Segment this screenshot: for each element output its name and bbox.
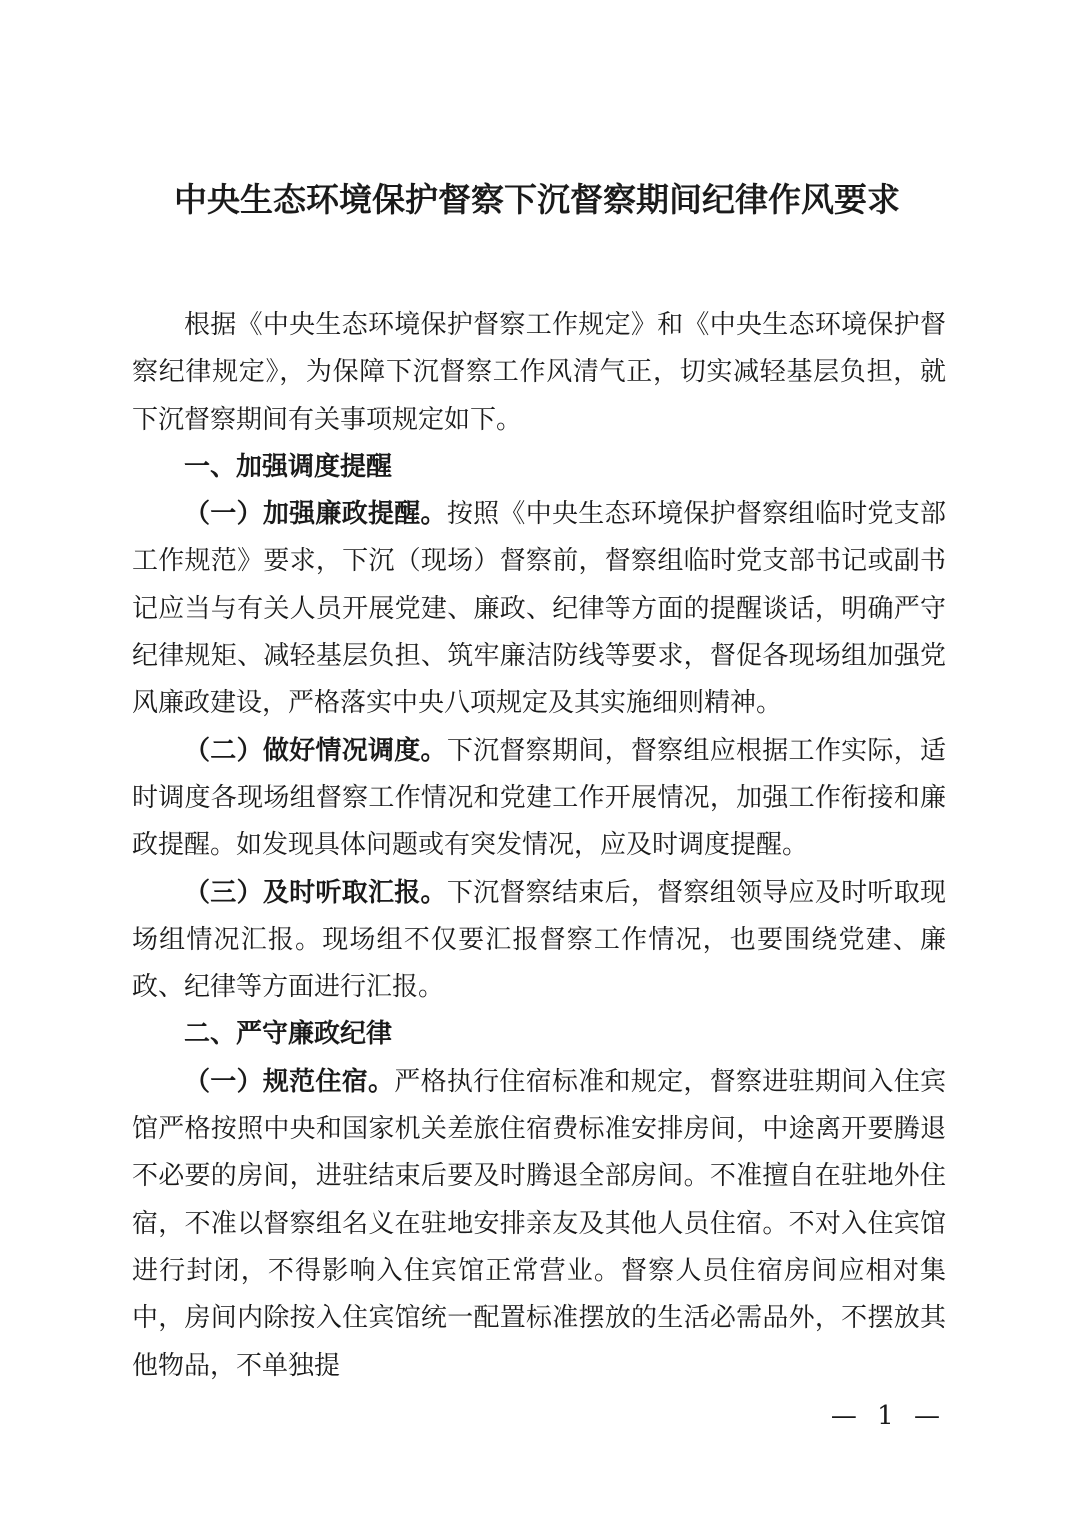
section-heading-1: 一、加强调度提醒	[184, 451, 393, 482]
paragraph-1-2	[132, 728, 946, 870]
paragraph-2-1	[132, 1059, 946, 1390]
paragraph-text: 严格执行住宿标准和规定，督察进驻期间入住宾馆严格按照中央和国家机关差旅住宿费标准安排房间，中途离开要腾退不必要的房间，进驻结束后要及时腾退全部房间。不准擅自在驻地外住宿，不准以督察组名义在驻地安排亲友及其他人员住宿。不对入住宾馆进行封闭，不得影响入住宾馆正常营业。督察人员住宿房间应相对集中，房间内除按入住宾馆统一配置标准摆放的生活必需品外，不摆放其他物品，不单独提	[132, 1066, 946, 1381]
paragraph-text: 按照《中央生态环境保护督察组临时党支部工作规范》要求，下沉（现场）督察前，督察组临时党支部书记或副书记应当与有关人员开展党建、廉政、纪律等方面的提醒谈话，明确严守纪律规矩、减轻基层负担、筑牢廉洁防线等要求，督促各现场组加强党风廉政建设，严格落实中央八项规定及其实施细则精神。	[132, 499, 946, 719]
page-number: — 1 —	[830, 1401, 946, 1431]
paragraph-lead: （一）规范住宿。	[184, 1066, 395, 1097]
intro-paragraph: 根据《中央生态环境保护督察工作规定》和《中央生态环境保护督察纪律规定》，为保障下沉督察工作风清气正，切实减轻基层负担，就下沉督察期间有关事项规定如下。	[132, 310, 946, 435]
paragraph-1-3	[132, 870, 946, 1012]
document-body	[132, 302, 946, 1390]
paragraph-lead: （一）加强廉政提醒。	[184, 499, 447, 530]
paragraph-text: 下沉督察结束后，督察组领导应及时听取现场组情况汇报。现场组不仅要汇报督察工作情况，也要围绕党建、廉政、纪律等方面进行汇报。	[132, 877, 946, 1003]
paragraph-lead: （二）做好情况调度。	[184, 735, 447, 766]
paragraph-lead: （三）及时听取汇报。	[184, 877, 447, 908]
document-title: 中央生态环境保护督察下沉督察期间纪律作风要求	[174, 180, 900, 219]
paragraph-text: 下沉督察期间，督察组应根据工作实际，适时调度各现场组督察工作情况和党建工作开展情况，加强工作衔接和廉政提醒。如发现具体问题或有突发情况，应及时调度提醒。	[132, 735, 946, 861]
paragraph-1-1	[132, 491, 946, 727]
section-heading-2: 二、严守廉政纪律	[184, 1019, 393, 1050]
